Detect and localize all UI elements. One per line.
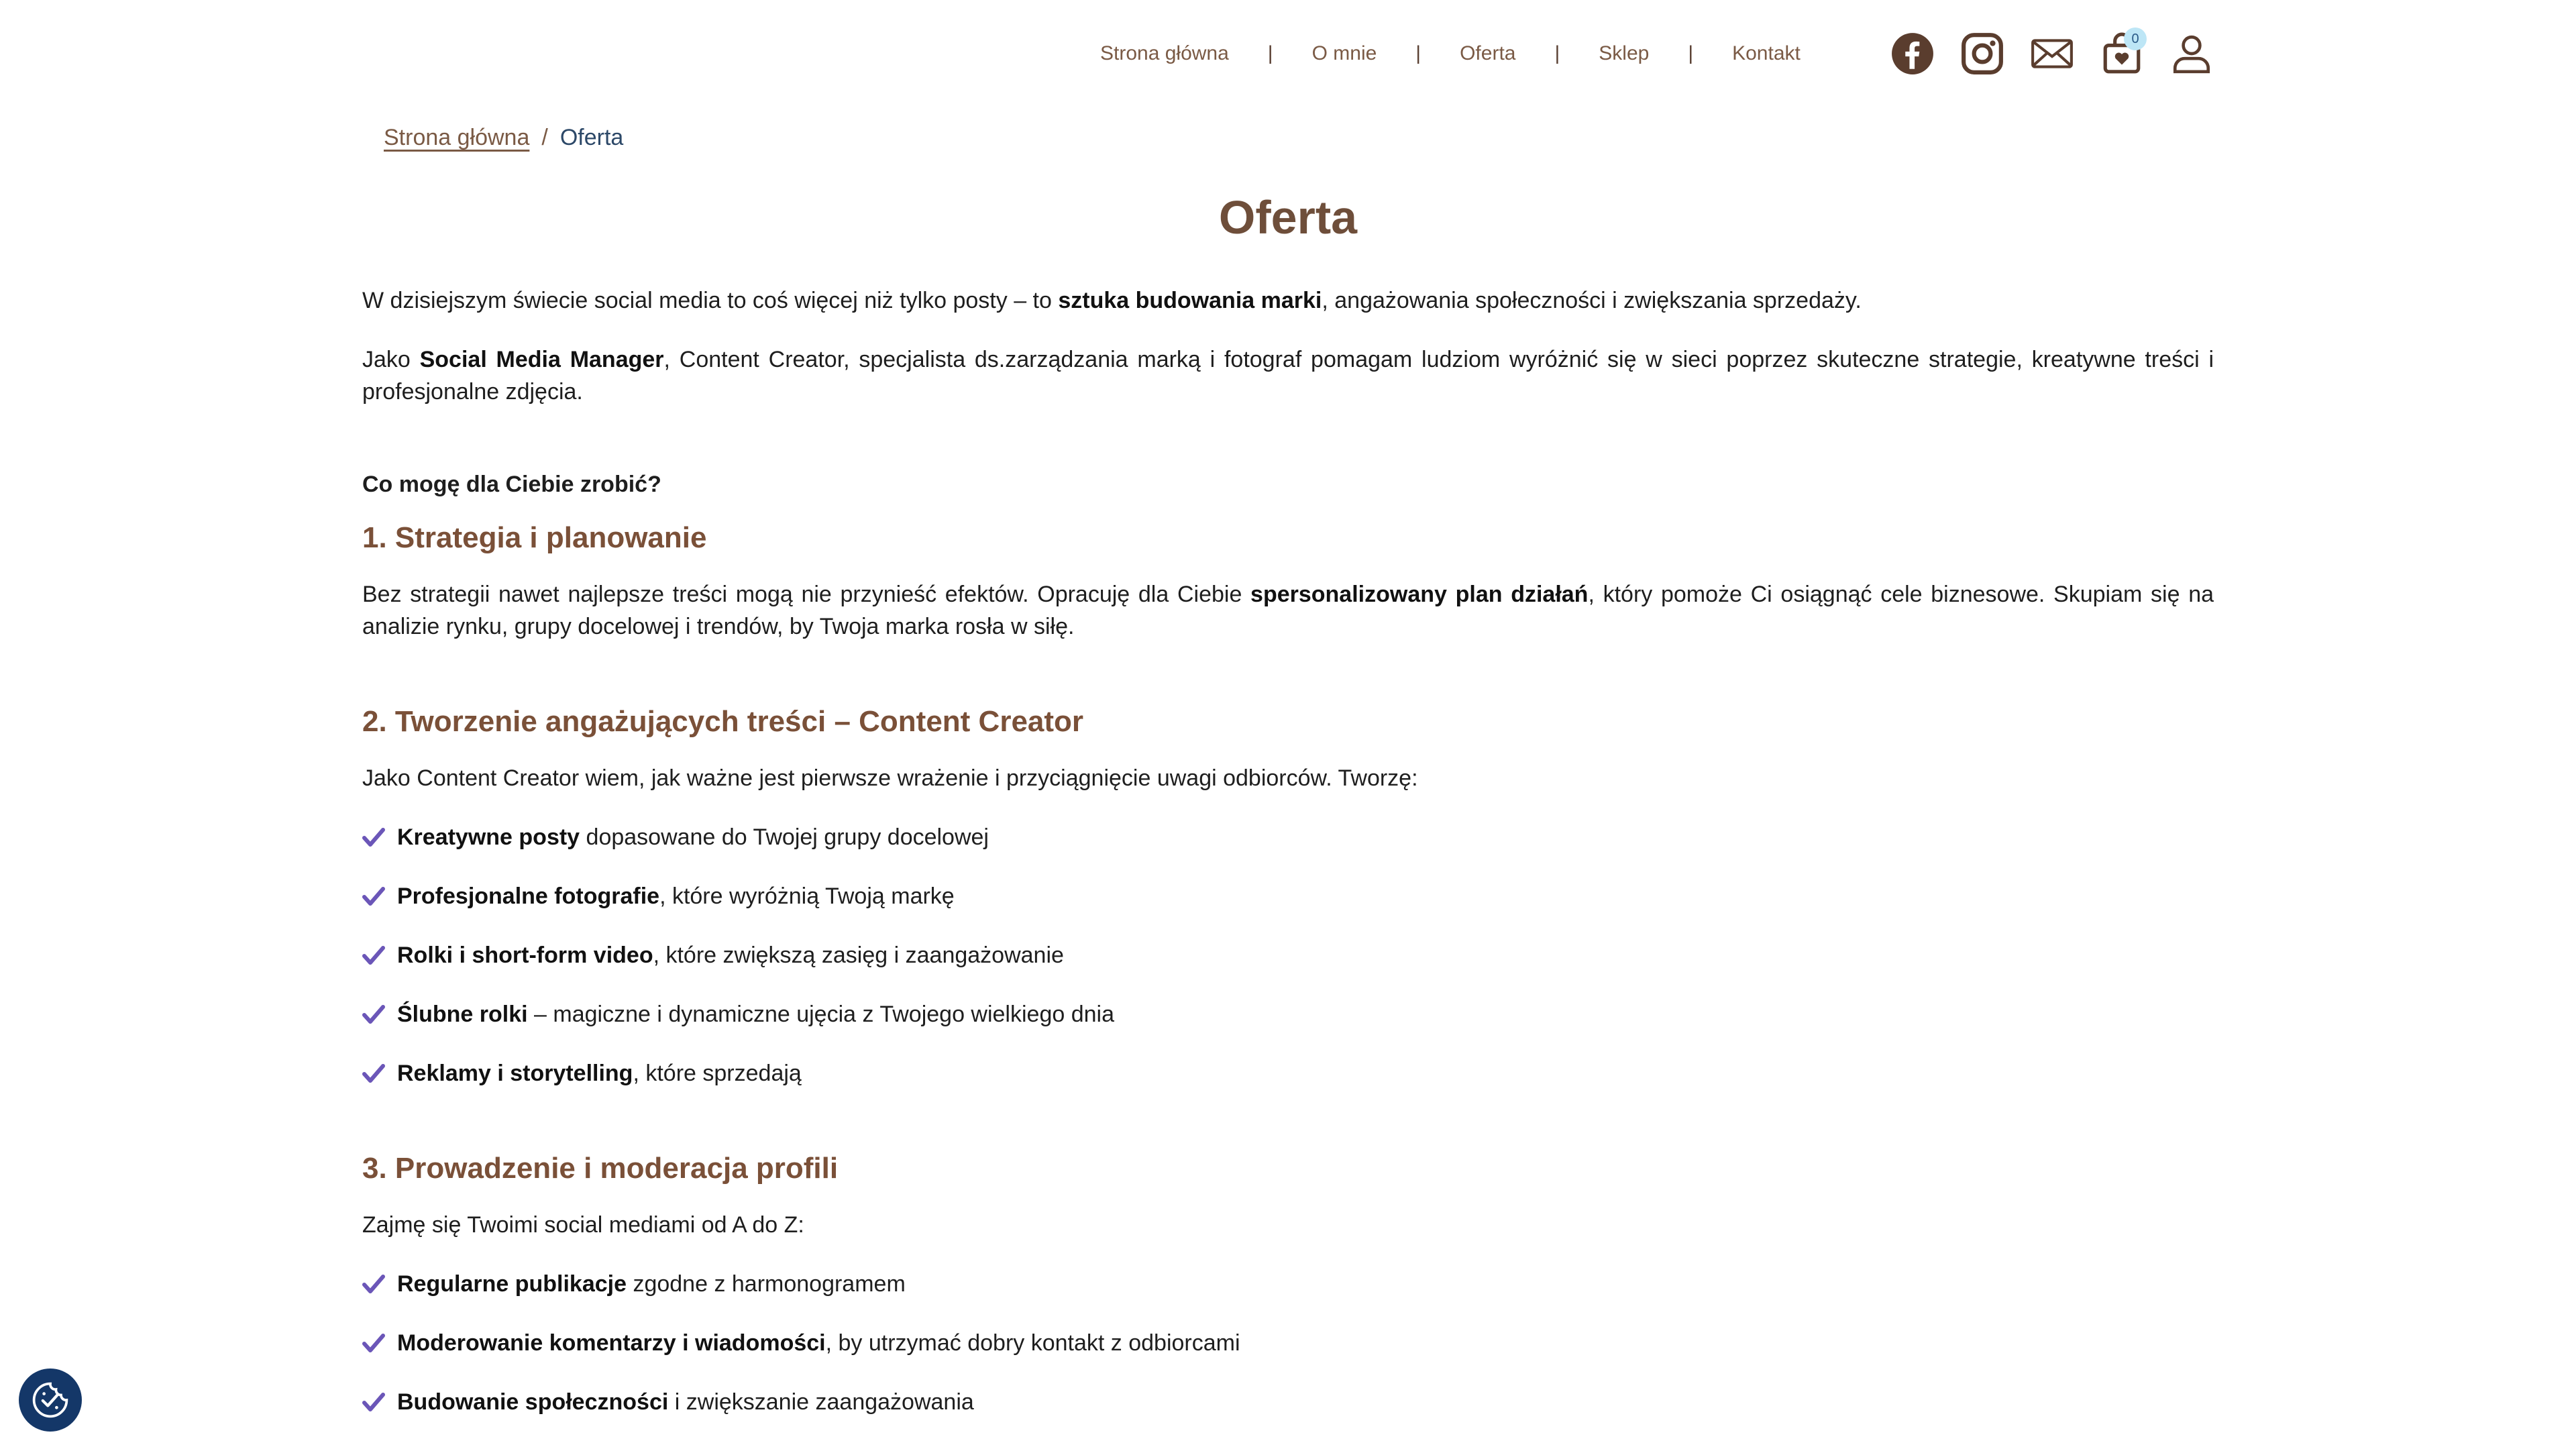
main-content bbox=[362, 284, 2214, 1418]
list-item-text: Ślubne rolki – magiczne i dynamiczne ujęcia z Twojego wielkiego dnia bbox=[397, 1002, 1114, 1027]
breadcrumb-current: Oferta bbox=[559, 125, 624, 150]
checkmark-icon bbox=[362, 1062, 385, 1085]
nav-link-about[interactable]: O mnie bbox=[1311, 42, 1377, 64]
header-icons bbox=[1889, 30, 2238, 78]
list-item bbox=[362, 821, 2214, 853]
user-icon[interactable] bbox=[2168, 30, 2215, 77]
list-item bbox=[362, 1327, 2214, 1359]
page-title: Oferta bbox=[1218, 191, 1358, 244]
cookie-consent-button[interactable] bbox=[19, 1368, 82, 1432]
instagram-icon[interactable] bbox=[1959, 30, 2006, 77]
checkmark-icon bbox=[362, 826, 385, 849]
list-item-text: Regularne publikacje zgodne z harmonogramem bbox=[397, 1271, 906, 1297]
checkmark-icon bbox=[362, 1273, 385, 1295]
checkmark-icon bbox=[362, 885, 385, 908]
section-title-profiles: 3. Prowadzenie i moderacja profili bbox=[362, 1152, 839, 1185]
list-item-text: Budowanie społeczności i zwiększanie zaangażowania bbox=[397, 1389, 974, 1415]
breadcrumb bbox=[384, 125, 623, 151]
list-item-text: Moderowanie komentarzy i wiadomości, by utrzymać dobry kontakt z odbiorcami bbox=[397, 1330, 1240, 1356]
breadcrumb-home-link[interactable]: Strona główna bbox=[384, 125, 530, 150]
list-item bbox=[362, 998, 2214, 1030]
main-nav bbox=[1100, 30, 1801, 78]
content-creator-list bbox=[362, 821, 2214, 1089]
list-item bbox=[362, 1268, 2214, 1300]
checkmark-icon bbox=[362, 1332, 385, 1354]
list-item-text: Rolki i short-form video, które zwiększą zasięg i zaangażowanie bbox=[397, 943, 1064, 968]
section-text-profiles: Zajmę się Twoimi social mediami od A do Z: bbox=[362, 1212, 804, 1238]
profiles-list bbox=[362, 1268, 2214, 1418]
nav-link-offer[interactable]: Oferta bbox=[1460, 42, 1516, 64]
breadcrumb-separator: / bbox=[541, 125, 548, 150]
checkmark-icon bbox=[362, 1003, 385, 1026]
facebook-icon[interactable] bbox=[1889, 30, 1936, 77]
list-item bbox=[362, 939, 2214, 971]
checkmark-icon bbox=[362, 1391, 385, 1413]
checkmark-icon bbox=[362, 944, 385, 967]
cart-count-badge: 0 bbox=[2124, 28, 2147, 50]
section-text-strategy: Bez strategii nawet najlepsze treści mogą nie przynieść efektów. Opracuję dla Ciebie spersonalizowany plan działań, który pomoże Ci osiągnąć cele biznesowe. Skupiam się na analizie rynku, grupy docelowej i trendów, by Twoja marka rosła w siłę. bbox=[362, 582, 2214, 639]
list-item bbox=[362, 880, 2214, 912]
cart-icon[interactable] bbox=[2098, 30, 2145, 77]
nav-separator: | bbox=[1415, 42, 1421, 64]
section-subheading: Co mogę dla Ciebie zrobić? bbox=[362, 472, 661, 497]
nav-link-shop[interactable]: Sklep bbox=[1599, 42, 1650, 64]
nav-link-home[interactable]: Strona główna bbox=[1100, 42, 1229, 64]
list-item bbox=[362, 1386, 2214, 1418]
list-item-text: Reklamy i storytelling, które sprzedają bbox=[397, 1061, 802, 1086]
list-item bbox=[362, 1057, 2214, 1089]
intro-paragraph: W dzisiejszym świecie social media to coś więcej niż tylko posty – to sztuka budowania marki, angażowania społeczności i zwiększania sprzedaży. bbox=[362, 288, 1862, 313]
section-title-content-creator: 2. Tworzenie angażujących treści – Content Creator bbox=[362, 705, 1084, 738]
nav-separator: | bbox=[1267, 42, 1273, 64]
list-item-text: Profesjonalne fotografie, które wyróżnią Twoją markę bbox=[397, 883, 955, 909]
list-item-text: Kreatywne posty dopasowane do Twojej grupy docelowej bbox=[397, 824, 989, 850]
section-title-strategy: 1. Strategia i planowanie bbox=[362, 521, 707, 554]
section-text-content-creator: Jako Content Creator wiem, jak ważne jest pierwsze wrażenie i przyciągnięcie uwagi odbiorców. Tworzę: bbox=[362, 765, 1418, 791]
intro-paragraph-2: Jako Social Media Manager, Content Creator, specjalista ds.zarządzania marką i fotograf pomagam ludziom wyróżnić się w sieci poprzez skuteczne strategie, kreatywne treści i profesjonalne zdjęcia. bbox=[362, 347, 2214, 405]
nav-link-contact[interactable]: Kontakt bbox=[1732, 42, 1801, 64]
nav-separator: | bbox=[1688, 42, 1694, 64]
mail-icon[interactable] bbox=[2029, 30, 2076, 77]
nav-separator: | bbox=[1554, 42, 1560, 64]
cookie-consent-icon bbox=[30, 1380, 70, 1420]
